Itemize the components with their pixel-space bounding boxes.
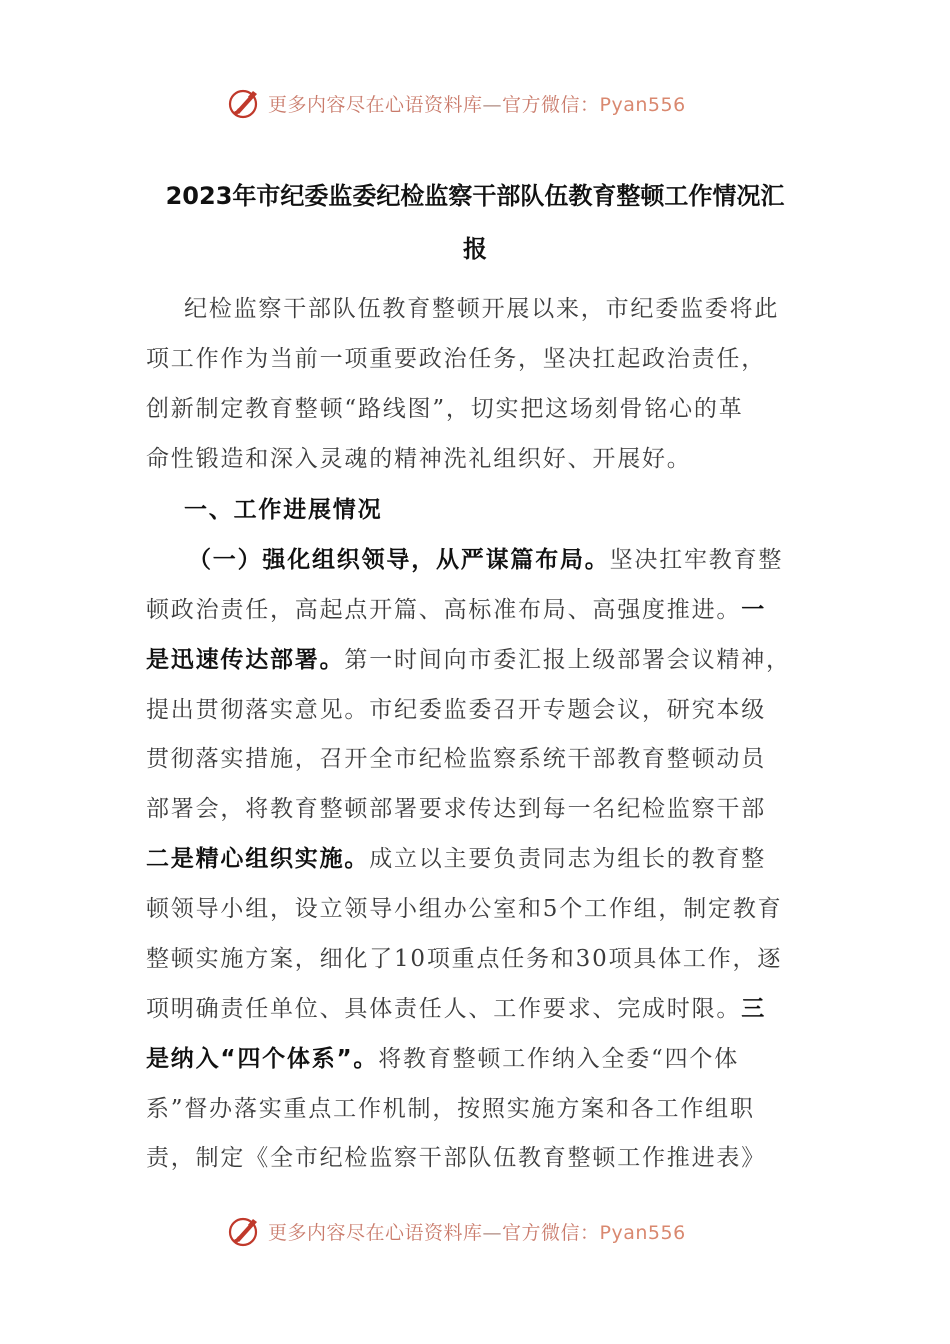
- body-line: [188, 541, 783, 574]
- body-line: [146, 840, 766, 873]
- quill-logo-icon: [226, 85, 262, 121]
- body-line: [146, 641, 791, 674]
- document-title-line-2: 报: [463, 235, 487, 263]
- body-text: 项明确责任单位、具体责任人、工作要求、完成时限。: [146, 996, 742, 1022]
- body-line: [146, 1040, 739, 1073]
- header-banner: [226, 83, 746, 123]
- body-line: 纪检监察干部队伍教育整顿开展以来，市纪委监委将此: [184, 296, 780, 322]
- body-text: 第一时间向市委汇报上级部署会议精神，: [344, 647, 791, 673]
- bold-text: 一: [741, 597, 767, 623]
- section-heading: [184, 491, 382, 524]
- document-title-line-1: 2023年市纪委监委纪检监察干部队伍教育整顿工作情况汇: [165, 182, 785, 210]
- header-wechat-id: Pyan556: [599, 93, 686, 116]
- body-line: 贯彻落实措施，召开全市纪检监察系统干部教育整顿动员: [146, 746, 766, 772]
- header-wechat-label: 官方微信：: [502, 93, 600, 116]
- header-banner-text: [268, 90, 686, 117]
- section-heading-text: 一、工作进展情况: [184, 497, 383, 523]
- body-text: 成立以主要负责同志为组长的教育整: [369, 846, 767, 872]
- body-line: 命性锻造和深入灵魂的精神洗礼组织好、开展好。: [146, 446, 692, 472]
- subsection-title: （一）强化组织领导，从严谋篇布局。: [188, 547, 610, 573]
- body-line: 整顿实施方案，细化了10项重点任务和30项具体工作，逐: [146, 946, 783, 972]
- body-line: 创新制定教育整顿“路线图”，切实把这场刻骨铭心的革: [146, 396, 744, 422]
- header-banner-sep: —: [482, 93, 503, 116]
- header-banner-main: 更多内容尽在心语资料库: [268, 93, 483, 116]
- footer-banner-text: [268, 1218, 686, 1245]
- footer-banner-sep: —: [482, 1221, 503, 1244]
- bold-text: 是纳入“四个体系”。: [146, 1046, 379, 1072]
- bold-text: 二是精心组织实施。: [146, 846, 370, 872]
- body-text: 将教育整顿工作纳入全委“四个体: [378, 1046, 739, 1072]
- footer-banner-main: 更多内容尽在心语资料库: [268, 1221, 483, 1244]
- quill-logo-icon: [226, 1213, 262, 1249]
- body-line: 项工作作为当前一项重要政治任务，坚决扛起政治责任，: [146, 346, 766, 372]
- body-text: 坚决扛牢教育整: [609, 547, 784, 573]
- body-text: 顿政治责任，高起点开篇、高标准布局、高强度推进。: [146, 597, 742, 623]
- body-line: 部署会，将教育整顿部署要求传达到每一名纪检监察干部: [146, 796, 766, 822]
- body-line: 顿领导小组，设立领导小组办公室和5个工作组，制定教育: [146, 896, 783, 922]
- body-line: [146, 591, 766, 624]
- bold-text: 三: [741, 996, 767, 1022]
- body-line: [146, 990, 766, 1023]
- body-line: 提出贯彻落实意见。市纪委监委召开专题会议，研究本级: [146, 697, 766, 723]
- footer-banner: [226, 1211, 746, 1251]
- body-line: 系”督办落实重点工作机制，按照实施方案和各工作组职: [146, 1096, 755, 1122]
- body-line: 责，制定《全市纪检监察干部队伍教育整顿工作推进表》: [146, 1145, 766, 1171]
- footer-wechat-label: 官方微信：: [502, 1221, 600, 1244]
- bold-text: 是迅速传达部署。: [146, 647, 345, 673]
- footer-wechat-id: Pyan556: [599, 1221, 686, 1244]
